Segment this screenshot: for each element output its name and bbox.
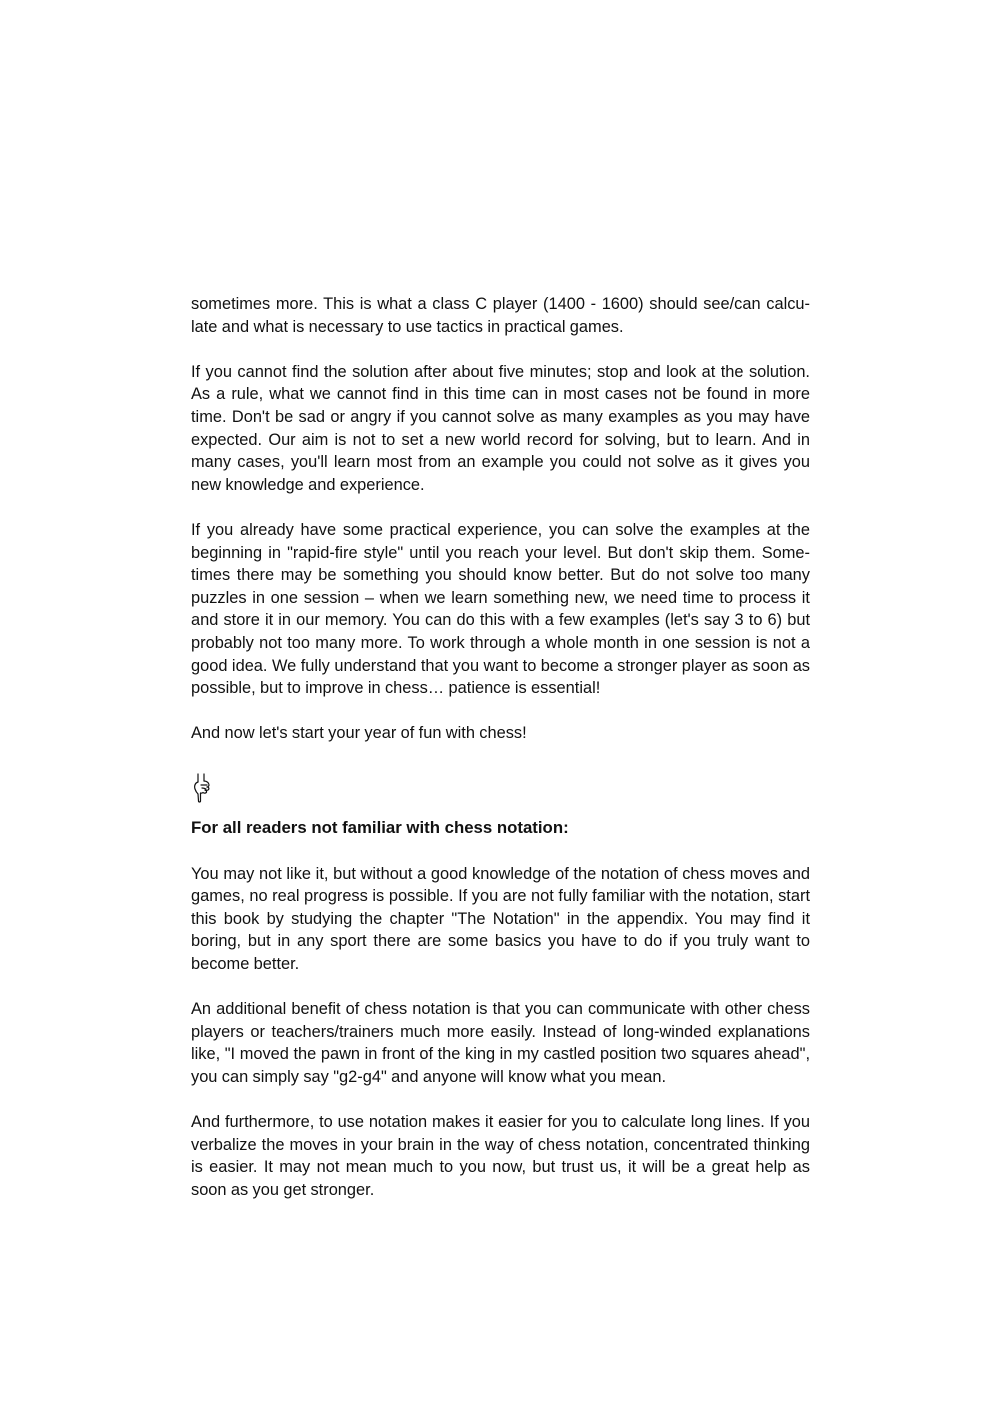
paragraph-gap <box>191 1089 810 1112</box>
section-heading: For all readers not familiar with chess notation: <box>191 818 569 838</box>
paragraph-gap <box>191 745 810 768</box>
paragraph-gap <box>191 976 810 999</box>
page-body <box>191 293 810 1202</box>
paragraph-practical-experience: If you already have some practical experience, you can solve the examples at the beginning in "rapid-fire style" until you reach your level. But don't skip them. Sometimes there may be something you should know better. But do not solve too many puzzles in one session – when we learn something new, we need time to process it and store it in our memory. You can do this with a few examples (let's say 3 to 6) but probably not too many more. To work through a whole month in one session is not a good idea. We fully understand that you want to become a stronger player as soon as possible, but to improve in chess… patience is essential! <box>191 520 810 698</box>
pointer-block <box>191 773 810 809</box>
paragraph-intro-continuation: sometimes more. This is what a class C player (1400 - 1600) should see/can calculate and what is necessary to use tactics in practical games. <box>191 295 810 336</box>
paragraph-solution-time: If you cannot find the solution after about five minutes; stop and look at the solution. As a rule, what we cannot find in this time can in most cases not be found in more time. Don't be sad or angry if you cannot solve as many examples as you may have expected. Our aim is not to set a new world record for solving, but to learn. And in many cases, you'll learn most from an example you could not solve as it gives you new knowledge and experience. <box>191 362 810 494</box>
paragraph-notation-calculation: And furthermore, to use notation makes it easier for you to calculate long lines. If you verbalize the moves in your brain in the way of chess notation, concentrated thinking is easier. It may not mean much to you now, but trust us, it will be a great help as soon as you get stronger. <box>191 1113 810 1199</box>
paragraph-start: And now let's start your year of fun with chess! <box>191 724 527 743</box>
paragraph-gap <box>191 338 810 361</box>
pointing-hand-icon <box>191 773 211 803</box>
paragraph-gap <box>191 840 810 863</box>
paragraph-gap <box>191 496 810 519</box>
paragraph-notation-benefit: An additional benefit of chess notation is that you can communicate with other chess players or teachers/trainers much more easily. Instead of long-winded explanations like, "I moved the pawn in front of the king in my castled position two squares ahead", you can simply say "g2-g4" and anyone will know what you mean. <box>191 1000 810 1086</box>
paragraph-notation-importance: You may not like it, but without a good knowledge of the notation of chess moves and games, no real progress is possible. If you are not fully familiar with the notation, start this book by studying the chapter "The Notation" in the appendix. You may find it boring, but in any sport there are some basics you have to do if you truly want to become better. <box>191 864 810 974</box>
paragraph-gap <box>191 700 810 723</box>
